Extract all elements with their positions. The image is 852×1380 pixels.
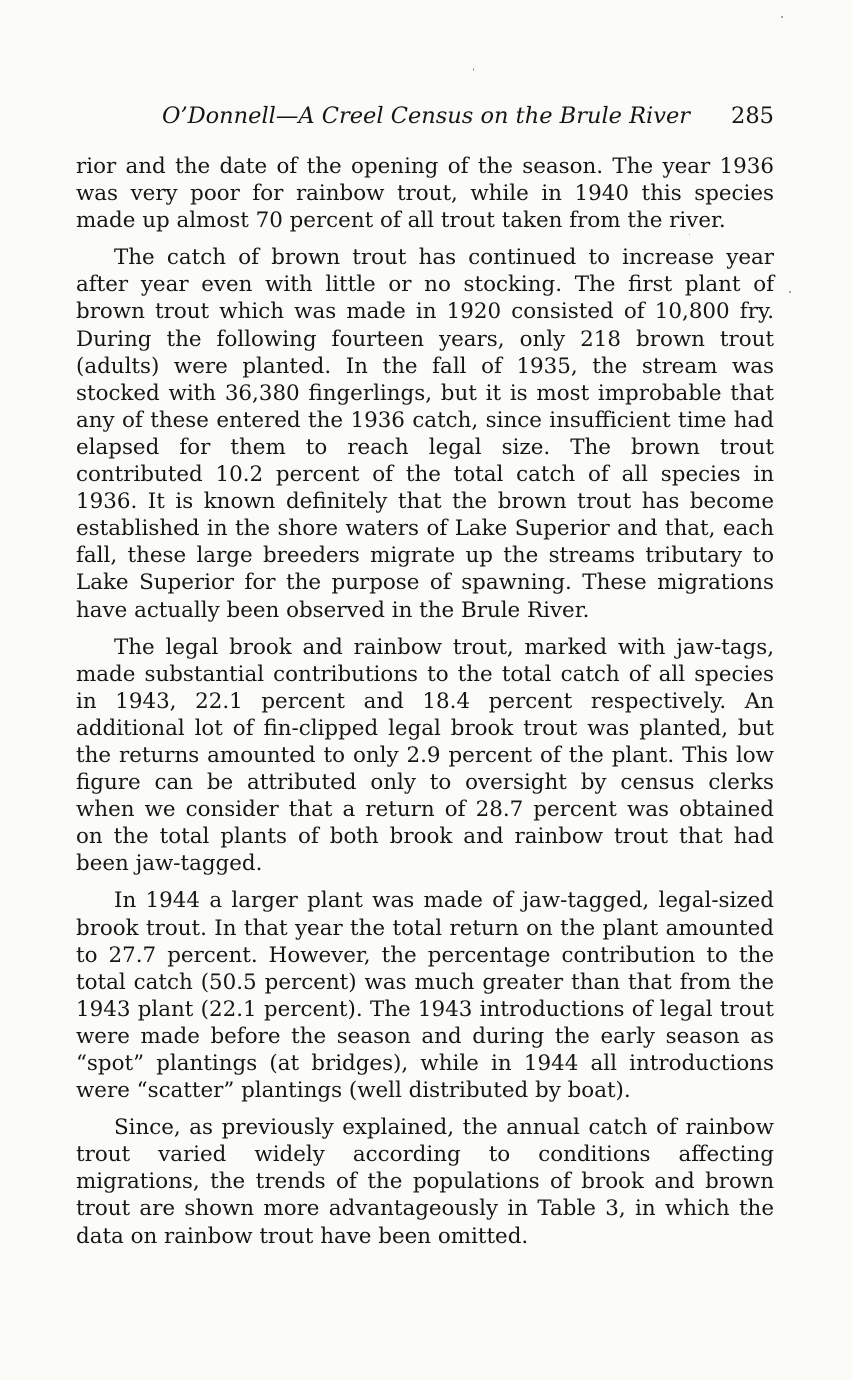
running-title: O’Donnell—A Creel Census on the Brule River [162,103,691,129]
paragraph-1944-plant: In 1944 a larger plant was made of jaw-tagged, legal-sized brook trout. In that year the total return on the plant amounted to 27.7 percent. However, the percentage contribution to the total catch (50.5 percent) was much greater than that from the 1943 plant (22.1 percent). The 1943 introductions of legal trout were made before the season and during the early season as “spot” plantings (at bridges), while in 1944 all introductions were “scatter” plantings (well distributed by boat). [76,888,774,1104]
paragraph-continuation: rior and the date of the opening of the season. The year 1936 was very poor for rainbow trout, while in 1940 this species made up almost 70 percent of all trout taken from the river. [76,154,774,234]
running-head [76,100,774,132]
print-speck [473,68,474,71]
paragraph-table-3: Since, as previously explained, the annual catch of rainbow trout varied widely according to conditions affecting migrations, the trends of the populations of brook and brown trout are shown more advantageously in Table 3, in which the data on rainbow trout have been omitted. [76,1115,774,1249]
print-speck [789,291,791,293]
paragraph-jaw-tags: The legal brook and rainbow trout, marked with jaw-tags, made substantial contributions to the total catch of all species in 1943, 22.1 percent and 18.4 percent respectively. An additional lot of fin-clipped legal brook trout was planted, but the returns amounted to only 2.9 percent of the plant. This low figure can be attributed only to oversight by census clerks when we consider that a return of 28.7 percent was obtained on the total plants of both brook and rainbow trout that had been jaw-tagged. [76,634,774,877]
print-speck [781,16,783,18]
print-speck [689,234,690,235]
page-number: 285 [731,103,774,129]
body-text [76,153,774,1250]
paragraph-brown-trout: The catch of brown trout has continued to increase year after year even with little or no stocking. The first plant of brown trout which was made in 1920 consisted of 10,800 fry. During the following fourteen years, only 218 brown trout (adults) were planted. In the fall of 1935, the stream was stocked with 36,380 fingerlings, but it is most improbable that any of these entered the 1936 catch, since insufficient time had elapsed for them to reach legal size. The brown trout contributed 10.2 percent of the total catch of all species in 1936. It is known definitely that the brown trout has become established in the shore waters of Lake Superior and that, each fall, these large breeders migrate up the streams tributary to Lake Superior for the purpose of spawning. These migrations have actually been observed in the Brule River. [76,245,774,623]
